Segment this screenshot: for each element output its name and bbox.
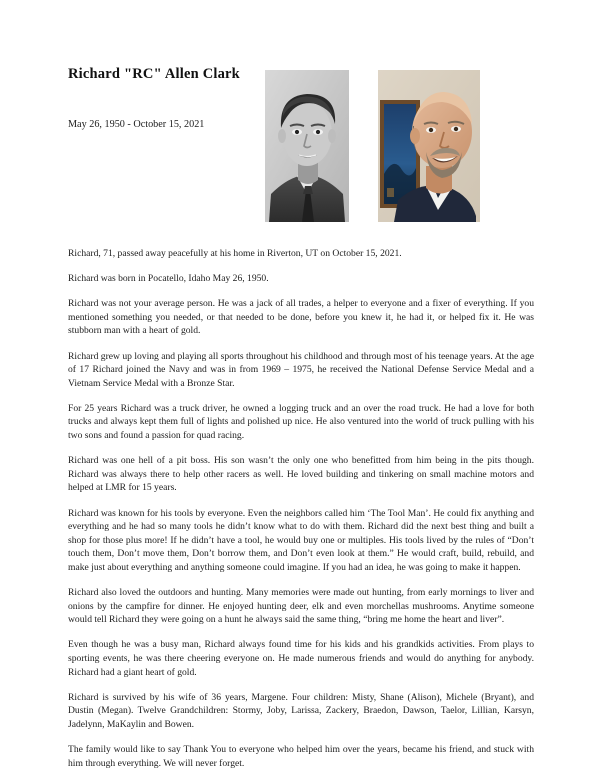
obit-paragraph: Richard was known for his tools by everyone. Even the neighbors called him ‘The Tool Man’. He could fix anything and everything and he had so many tools he didn’t know what to do with them. Richard did the next best thing and built a shop for those plus more! If he didn’t have a tool, he would buy one or multiples. His tools lived by the rules of “Don’t touch them, Don’t move them, Don’t borrow them, and Don’t even look at them.” He would craft, build, rebuild, and make just about everything and anything someone could imagine. If you had an idea, he was going to make it happen. bbox=[68, 507, 534, 573]
obit-paragraph: Richard, 71, passed away peacefully at his home in Riverton, UT on October 15, 2021. bbox=[68, 248, 402, 259]
obit-paragraph: Even though he was a busy man, Richard always found time for his kids and his grandkids activities. From plays to sporting events, he was there cheering everyone on. He made numerous friends and would do anything for anybody. Richard had a giant heart of gold. bbox=[68, 639, 534, 678]
obituary-header bbox=[68, 66, 258, 130]
obit-paragraph: Richard grew up loving and playing all sports throughout his childhood and through most of his teenage years. At the age of 17 Richard joined the Navy and was in from 1969 – 1975, he received the National Defense Service Medal and a Vietnam Service Medal with a Bronze Star. bbox=[68, 350, 535, 389]
obit-paragraph: Richard was not your average person. He was a jack of all trades, a helper to everyone and a fixer of everything. If you mentioned something you needed, or that needed to be done, before you knew it, he had it, or helped fix it. He was stubborn man with a heart of gold. bbox=[68, 298, 534, 337]
life-dates: May 26, 1950 - October 15, 2021 bbox=[68, 119, 205, 131]
portrait-older-color bbox=[378, 70, 480, 222]
portrait-young-bw bbox=[265, 70, 349, 222]
page-title: Richard "RC" Allen Clark bbox=[68, 66, 240, 82]
obit-paragraph: Richard was one hell of a pit boss. His son wasn’t the only one who benefitted from him being in the pits though. Richard was always there to help other racers as well. He loved building and tinkering on small machine motors and helped at LMR for 15 years. bbox=[68, 455, 534, 494]
obit-paragraph: Richard also loved the outdoors and hunting. Many memories were made out hunting, from early mornings to liver and onions by the campfire for dinner. He enjoyed hunting deer, elk and even morchellas mushrooms. Anytime someone would tell Richard they were going on a hunt he always said the same thing, “bring me home the heart and liver”. bbox=[68, 587, 534, 626]
obit-paragraph: Richard was born in Pocatello, Idaho May 26, 1950. bbox=[68, 273, 269, 285]
obit-paragraph: For 25 years Richard was a truck driver, he owned a logging truck and an over the road truck. He had a love for both trucks and always kept them full of lights and polished up nice. He also ventured into the world of truck pulling with his two sons and found a passion for quad racing. bbox=[68, 402, 534, 442]
obit-paragraph: Richard is survived by his wife of 36 years, Margene. Four children: Misty, Shane (Alison), Michele (Bryant), and Dustin (Megan). Twelve Grandchildren: Stormy, Joby, Larissa, Zackery, Braedon, Dawson, Taelor, Lillian, Karsyn, Jadelynn, MaKaylin and Bowen. bbox=[68, 691, 534, 730]
obituary-body bbox=[68, 247, 534, 770]
obit-paragraph: The family would like to say Thank You to everyone who helped him over the years, became his friend, and stuck with him through everything. We will never forget. bbox=[68, 744, 534, 769]
